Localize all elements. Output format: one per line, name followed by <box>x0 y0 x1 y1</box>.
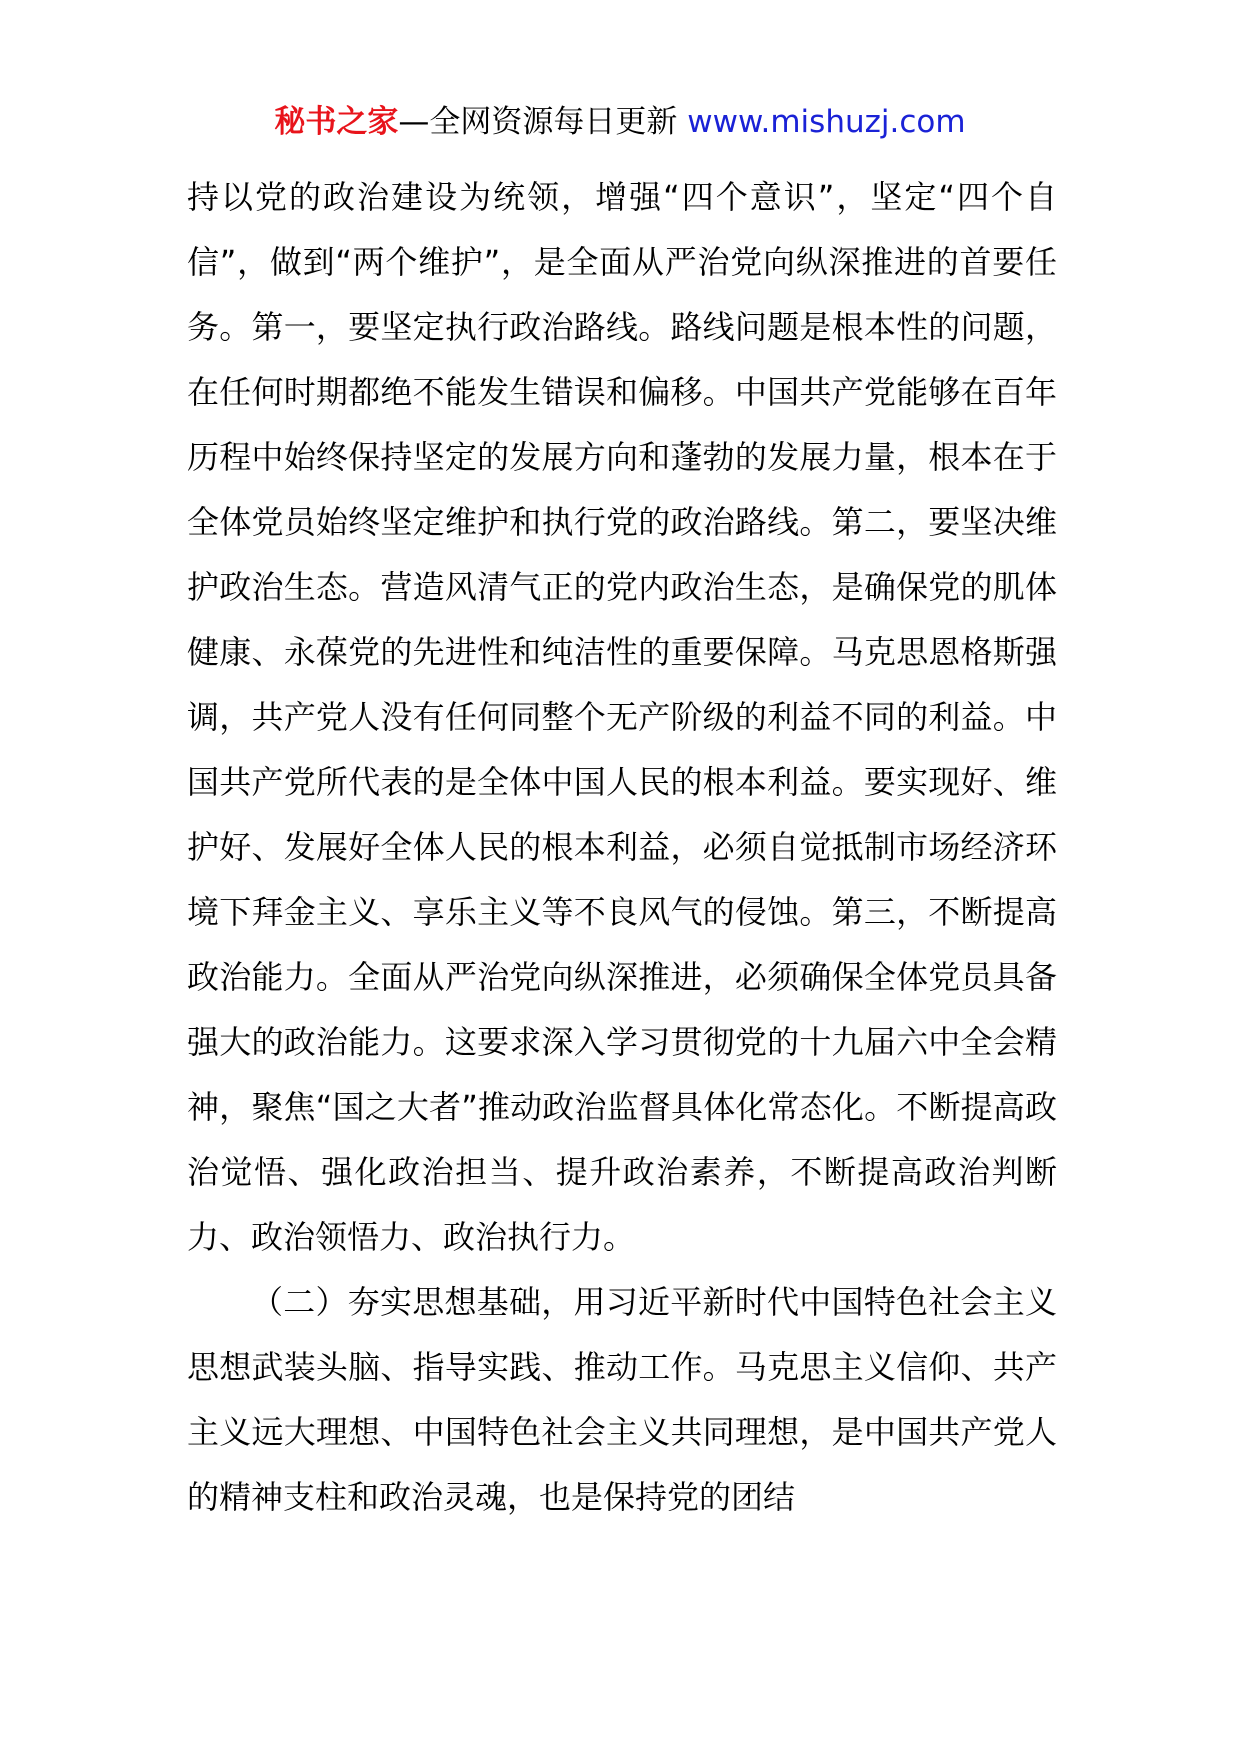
document-body <box>187 165 1057 1530</box>
site-url-link[interactable]: www.mishuzj.com <box>687 104 966 140</box>
site-tagline: —全网资源每日更新 <box>398 104 688 140</box>
paragraph-section-two: （二）夯实思想基础，用习近平新时代中国特色社会主义思想武装头脑、指导实践、推动工作。马克思主义信仰、共产主义远大理想、中国特色社会主义共同理想，是中国共产党人的精神支柱和政治灵魂，也是保持党的团结 <box>187 1283 1057 1516</box>
site-brand: 秘书之家 <box>274 104 399 140</box>
paragraph-continued: 持以党的政治建设为统领，增强“四个意识”，坚定“四个自信”，做到“两个维护”，是全面从严治党向纵深推进的首要任务。第一，要坚定执行政治路线。路线问题是根本性的问题，在任何时期都绝不能发生错误和偏移。中国共产党能够在百年历程中始终保持坚定的发展方向和蓬勃的发展力量，根本在于全体党员始终坚定维护和执行党的政治路线。第二，要坚决维护政治生态。营造风清气正的党内政治生态，是确保党的肌体健康、永葆党的先进性和纯洁性的重要保障。马克思恩格斯强调，共产党人没有任何同整个无产阶级的利益不同的利益。中国共产党所代表的是全体中国人民的根本利益。要实现好、维护好、发展好全体人民的根本利益，必须自觉抵制市场经济环境下拜金主义、享乐主义等不良风气的侵蚀。第三，不断提高政治能力。全面从严治党向纵深推进，必须确保全体党员具备强大的政治能力。这要求深入学习贯彻党的十九届六中全会精神，聚焦“国之大者”推动政治监督具体化常态化。不断提高政治觉悟、强化政治担当、提升政治素养，不断提高政治判断力、政治领悟力、政治执行力。 <box>187 178 1057 1256</box>
site-header <box>0 100 1240 144</box>
